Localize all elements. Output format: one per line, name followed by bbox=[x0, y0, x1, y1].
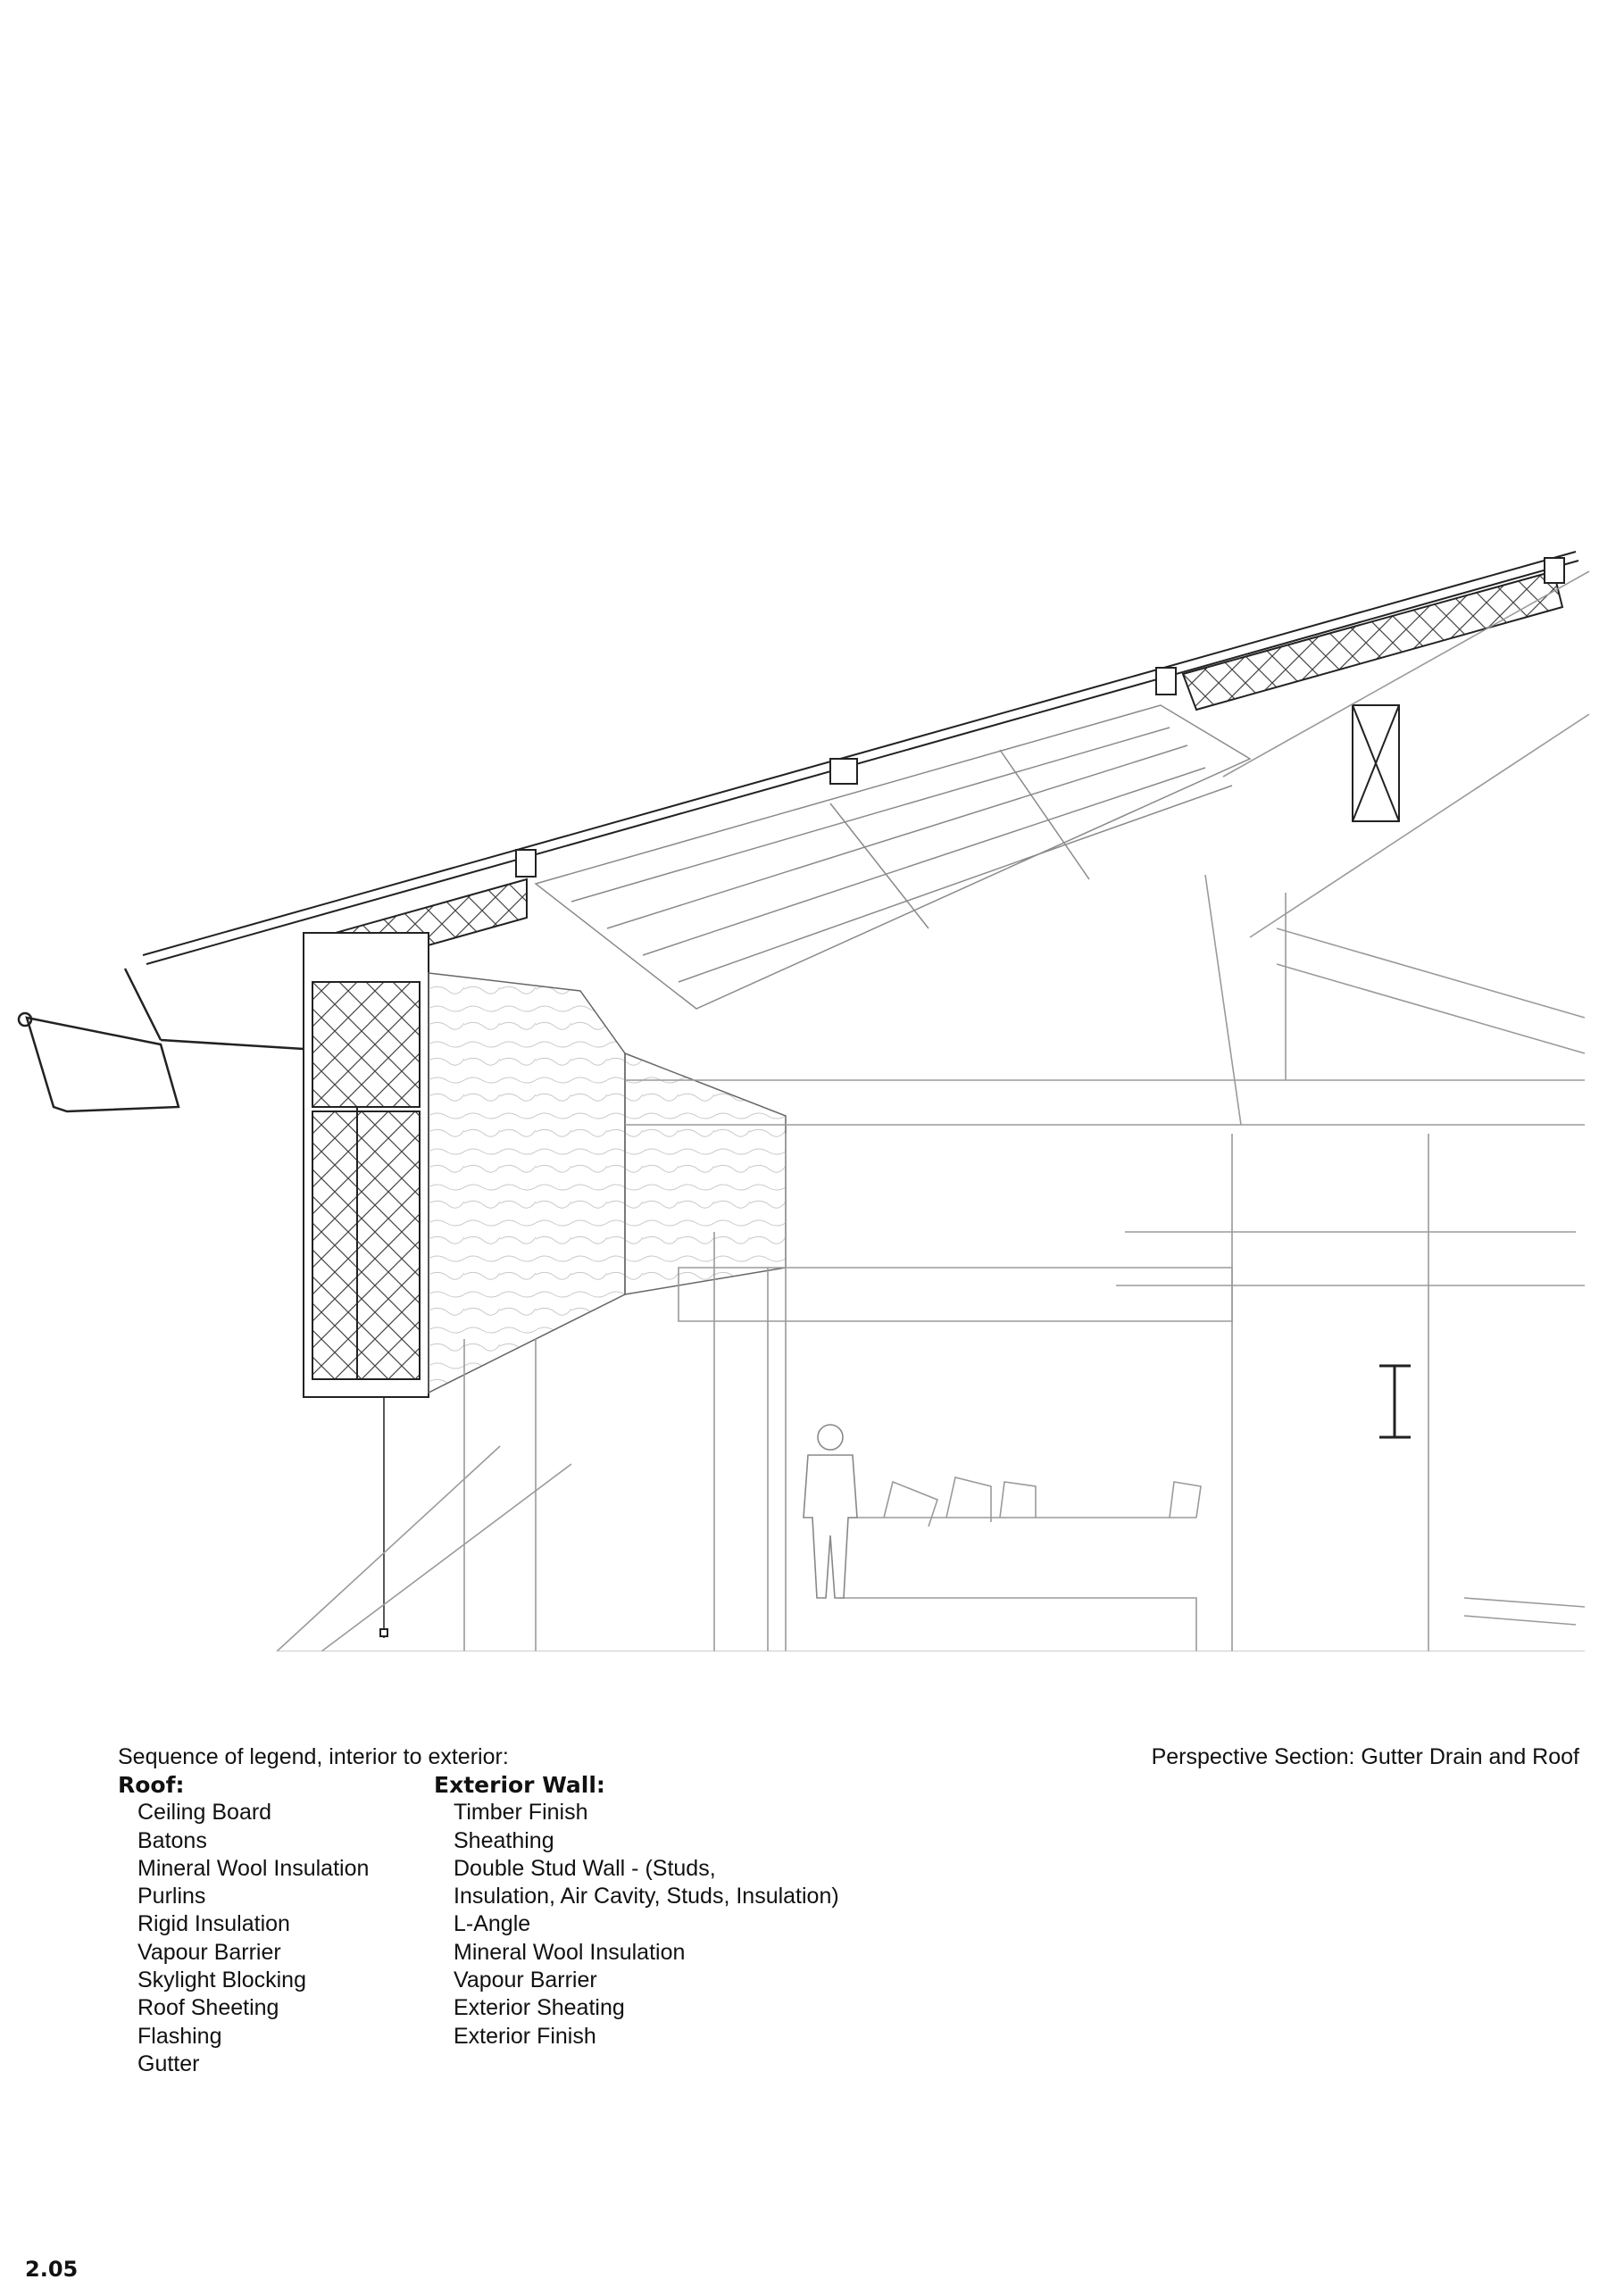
list-item: Vapour Barrier bbox=[454, 1967, 597, 1993]
person-figure bbox=[804, 1425, 857, 1598]
list-item: Gutter bbox=[137, 2051, 200, 2076]
exterior-wall-legend-list bbox=[434, 1799, 839, 2051]
skylight-frames bbox=[536, 705, 1250, 1009]
exterior-wall-legend bbox=[434, 1771, 839, 2051]
exterior-wall-legend-heading: Exterior Wall: bbox=[434, 1772, 605, 1798]
roof-legend-heading: Roof: bbox=[118, 1772, 185, 1798]
list-item: Purlins bbox=[137, 1884, 206, 1909]
list-item: Exterior Finish bbox=[454, 2023, 596, 2049]
list-item: Batons bbox=[137, 1827, 207, 1853]
list-item: Mineral Wool Insulation bbox=[137, 1855, 370, 1881]
list-item: Ceiling Board bbox=[137, 1800, 272, 1826]
list-item: L-Angle bbox=[454, 1911, 531, 1937]
list-item: Sheathing bbox=[454, 1827, 554, 1853]
list-item: Vapour Barrier bbox=[137, 1939, 281, 1965]
gutter bbox=[19, 969, 304, 1111]
soffit-panels bbox=[429, 973, 786, 1393]
list-item: Mineral Wool Insulation bbox=[454, 1939, 686, 1965]
page-number: 2.05 bbox=[25, 2257, 79, 2282]
roof-legend-list bbox=[118, 1799, 369, 2078]
drawing-caption: Perspective Section: Gutter Drain and Roof bbox=[1151, 1744, 1579, 1769]
list-item: Rigid Insulation bbox=[137, 1911, 290, 1937]
roof-assembly bbox=[143, 552, 1578, 980]
list-item: Insulation, Air Cavity, Studs, Insulation) bbox=[454, 1884, 839, 1909]
list-item: Exterior Sheating bbox=[454, 1995, 625, 2021]
roof-legend bbox=[118, 1771, 369, 2078]
legend-intro: Sequence of legend, interior to exterior: bbox=[118, 1744, 509, 1769]
list-item: Roof Sheeting bbox=[137, 1995, 279, 2021]
list-item: Skylight Blocking bbox=[137, 1967, 306, 1993]
list-item: Double Stud Wall - (Studs, bbox=[454, 1855, 716, 1881]
list-item: Timber Finish bbox=[454, 1800, 588, 1826]
exterior-wall-section bbox=[304, 933, 429, 1638]
list-item: Flashing bbox=[137, 2023, 222, 2049]
